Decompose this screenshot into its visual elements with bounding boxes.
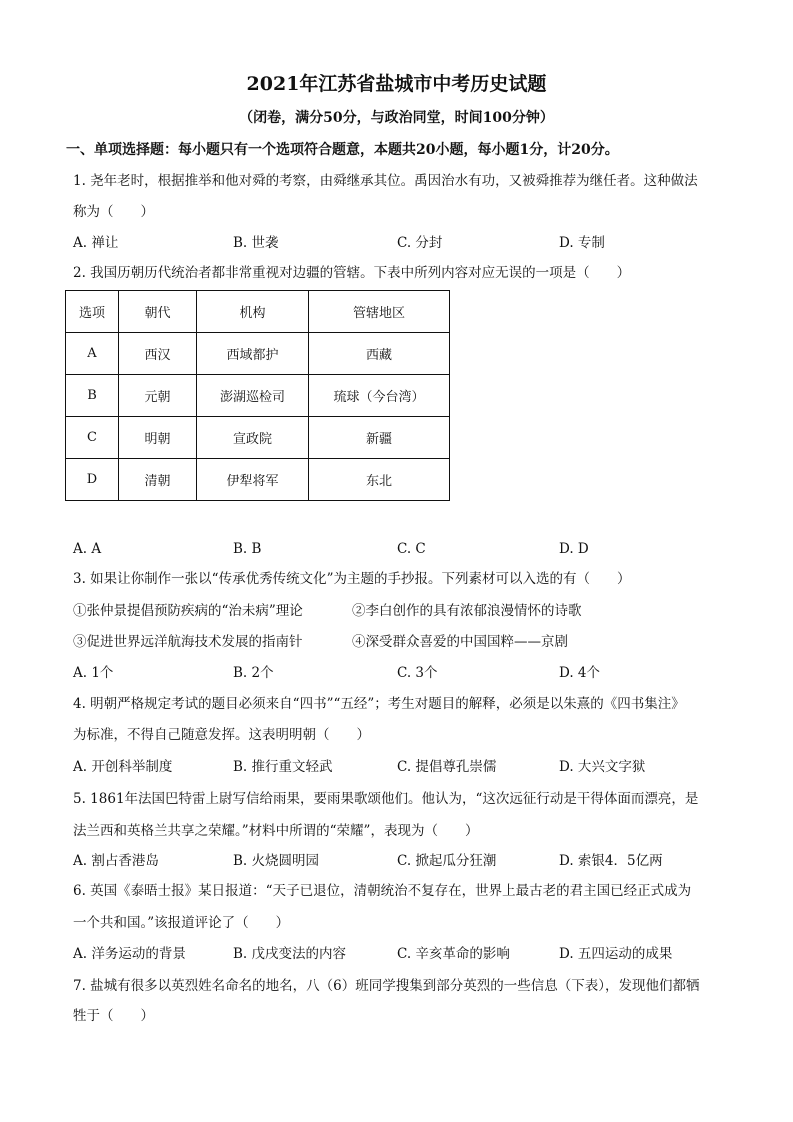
table-cell: D: [66, 459, 119, 501]
table-cell: A: [66, 333, 119, 375]
table-cell: 明朝: [119, 417, 197, 459]
table-row: [66, 417, 450, 459]
q6-option-b: B. 戊戌变法的内容: [233, 946, 347, 962]
page-title: 2021年江苏省盐城市中考历史试题: [246, 73, 547, 95]
q1-option-c: C. 分封: [397, 235, 443, 251]
q3-text: 3. 如果让你制作一张以“传承优秀传统文化”为主题的手抄报。下列素材可以入选的有（ ）: [73, 571, 631, 587]
table-cell: 澎湖巡检司: [197, 375, 309, 417]
table-header: 管辖地区: [309, 291, 450, 333]
section-heading: 一、单项选择题：每小题只有一个选项符合题意，本题共20小题，每小题1分，计20分。: [66, 142, 619, 158]
q3-option-b: B. 2个: [233, 665, 274, 681]
q2-option-a: A. A: [73, 541, 102, 557]
q3-item-3: ③促进世界远洋航海技术发展的指南针: [73, 634, 303, 650]
q3-item-4: ④深受群众喜爱的中国国粹——京剧: [352, 634, 568, 650]
q2-option-b: B. B: [233, 541, 262, 557]
q3-option-c: C. 3个: [397, 665, 438, 681]
table-cell: B: [66, 375, 119, 417]
table-cell: 宣政院: [197, 417, 309, 459]
q6-text: 6. 英国《泰晤士报》某日报道：“天子已退位，清朝统治不复存在，世界上最古老的君主国已经正式成为: [73, 883, 692, 899]
q2-option-c: C. C: [397, 541, 426, 557]
q2-table: [65, 290, 450, 501]
table-cell: 琉球（今台湾）: [309, 375, 450, 417]
q5-option-c: C. 掀起瓜分狂潮: [397, 853, 497, 869]
q3-item-2: ②李白创作的具有浓郁浪漫情怀的诗歌: [352, 603, 582, 619]
table-header: 机构: [197, 291, 309, 333]
q1-text-cont: 称为（ ）: [73, 204, 154, 220]
q4-text: 4. 明朝严格规定考试的题目必须来自“四书”“五经”；考生对题目的解释，必须是以朱熹的《四书集注》: [73, 696, 685, 712]
q1-option-d: D. 专制: [559, 235, 605, 251]
q7-text: 7. 盐城有很多以英烈姓名命名的地名，八（6）班同学搜集到部分英烈的一些信息（下表），发现他们都牺: [73, 978, 700, 994]
q2-text: 2. 我国历朝历代统治者都非常重视对边疆的管辖。下表中所列内容对应无误的一项是（ ）: [73, 265, 631, 281]
q2-option-d: D. D: [559, 541, 589, 557]
q6-option-c: C. 辛亥革命的影响: [397, 946, 510, 962]
table-row: [66, 333, 450, 375]
q4-text-cont: 为标准，不得自己随意发挥。这表明明朝（ ）: [73, 727, 370, 743]
q6-option-a: A. 洋务运动的背景: [73, 946, 186, 962]
table-row: [66, 375, 450, 417]
table-cell: 西汉: [119, 333, 197, 375]
q1-text: 1. 尧年老时，根据推举和他对舜的考察，由舜继承其位。禹因治水有功，又被舜推荐为继任者。这种做法: [73, 173, 698, 189]
table-cell: 西域都护: [197, 333, 309, 375]
q6-text-cont: 一个共和国。”该报道评论了（ ）: [73, 915, 290, 931]
q3-item-1: ①张仲景提倡预防疾病的“治未病”理论: [73, 603, 303, 619]
table-cell: 新疆: [309, 417, 450, 459]
q4-option-a: A. 开创科举制度: [73, 759, 173, 775]
q3-option-d: D. 4个: [559, 665, 601, 681]
q5-text: 5. 1861年法国巴特雷上尉写信给雨果，要雨果歌颂他们。他认为，“这次远征行动是干得体面而漂亮，是: [73, 791, 699, 807]
table-cell: C: [66, 417, 119, 459]
q4-option-d: D. 大兴文字狱: [559, 759, 646, 775]
table-cell: 西藏: [309, 333, 450, 375]
table-row: [66, 459, 450, 501]
q1-option-b: B. 世袭: [233, 235, 279, 251]
q5-option-b: B. 火烧圆明园: [233, 853, 320, 869]
q1-option-a: A. 禅让: [73, 235, 119, 251]
q3-option-a: A. 1个: [73, 665, 114, 681]
table-cell: 清朝: [119, 459, 197, 501]
q4-option-b: B. 推行重文轻武: [233, 759, 333, 775]
table-cell: 东北: [309, 459, 450, 501]
table-header-row: [66, 291, 450, 333]
table-header: 朝代: [119, 291, 197, 333]
q7-text-cont: 牲于（ ）: [73, 1008, 154, 1024]
table-header: 选项: [66, 291, 119, 333]
table-cell: 元朝: [119, 375, 197, 417]
q5-option-d: D. 索银4．5亿两: [559, 853, 663, 869]
table-cell: 伊犁将军: [197, 459, 309, 501]
q4-option-c: C. 提倡尊孔崇儒: [397, 759, 497, 775]
q5-text-cont: 法兰西和英格兰共享之荣耀。”材料中所谓的“荣耀”，表现为（ ）: [73, 823, 479, 839]
page-subtitle: （闭卷，满分50分，与政治同堂，时间100分钟）: [239, 110, 554, 126]
q5-option-a: A. 割占香港岛: [73, 853, 159, 869]
q6-option-d: D. 五四运动的成果: [559, 946, 673, 962]
